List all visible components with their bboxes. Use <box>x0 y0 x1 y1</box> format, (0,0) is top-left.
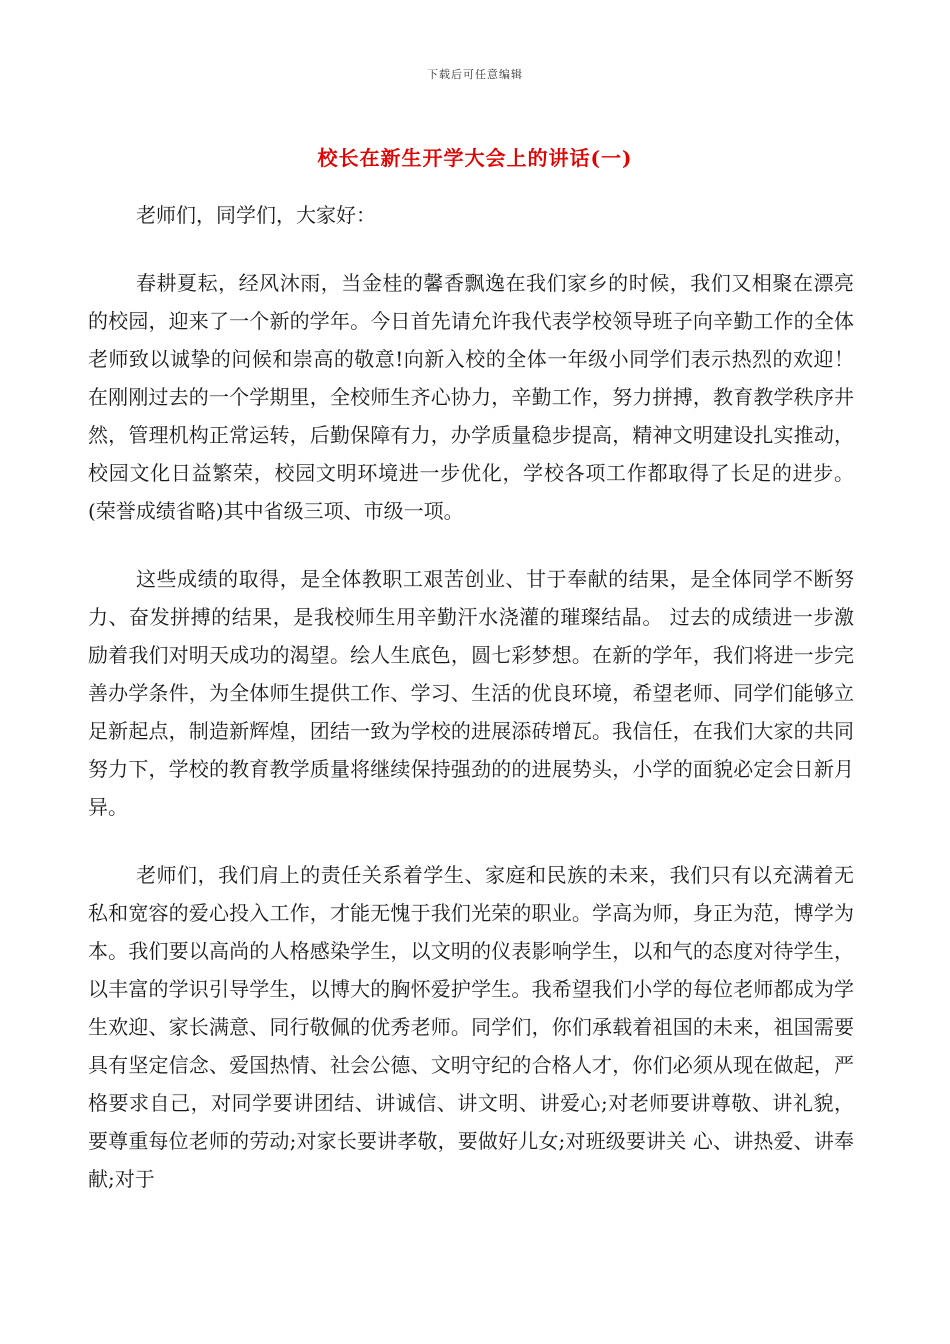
document-body <box>88 196 854 1198</box>
paragraph-3: 老师们，我们肩上的责任关系着学生、家庭和民族的未来，我们只有以充满着无私和宽容的爱心投入工作，才能无愧于我们光荣的职业。学高为师，身正为范，博学为本。我们要以高尚的人格感染学生，以文明的仪表影响学生，以和气的态度对待学生，以丰富的学识引导学生，以博大的胸怀爱护学生。我希望我们小学的每位老师都成为学生欢迎、家长满意、同行敬佩的优秀老师。同学们，你们承载着祖国的未来，祖国需要具有坚定信念、爱国热情、社会公德、文明守纪的合格人才，你们必须从现在做起，严格要求自己，对同学要讲团结、讲诚信、讲文明、讲爱心;对老师要讲尊敬、讲礼貌，要尊重每位老师的劳动;对家长要讲孝敬，要做好儿女;对班级要讲关 心、讲热爱、讲奉献;对于 <box>88 863 854 1191</box>
document-title: 校长在新生开学大会上的讲话(一) <box>317 146 633 170</box>
paragraph-1: 春耕夏耘，经风沐雨，当金桂的馨香飘逸在我们家乡的时候，我们又相聚在漂亮的校园，迎来了一个新的学年。今日首先请允许我代表学校领导班子向辛勤工作的全体老师致以诚挚的问候和崇高的敬意!向新入校的全体一年级小同学们表示热烈的欢迎！在刚刚过去的一个学期里，全校师生齐心协力，辛勤工作，努力拼搏，教育教学秩序井然，管理机构正常运转，后勤保障有力，办学质量稳步提高，精神文明建设扎实推动，校园文化日益繁荣，校园文明环境进一步优化，学校各项工作都取得了长足的进步。(荣誉成绩省略)其中省级三项、市级一项。 <box>88 271 854 523</box>
salutation: 老师们，同学们，大家好： <box>136 203 376 227</box>
header-note: 下载后可任意编辑 <box>427 68 523 81</box>
paragraph-2: 这些成绩的取得，是全体教职工艰苦创业、甘于奉献的结果，是全体同学不断努力、奋发拼搏的结果，是我校师生用辛勤汗水浇灌的璀璨结晶。 过去的成绩进一步激励着我们对明天成功的渴望。绘人生底色，圆七彩梦想。在新的学年，我们将进一步完善办学条件，为全体师生提供工作、学习、生活的优良环境，希望老师、同学们能够立足新起点，制造新辉煌，团结一致为学校的进展添砖增瓦。我信任，在我们大家的共同努力下，学校的教育教学质量将继续保持强劲的的进展势头，小学的面貌必定会日新月异。 <box>88 567 854 819</box>
